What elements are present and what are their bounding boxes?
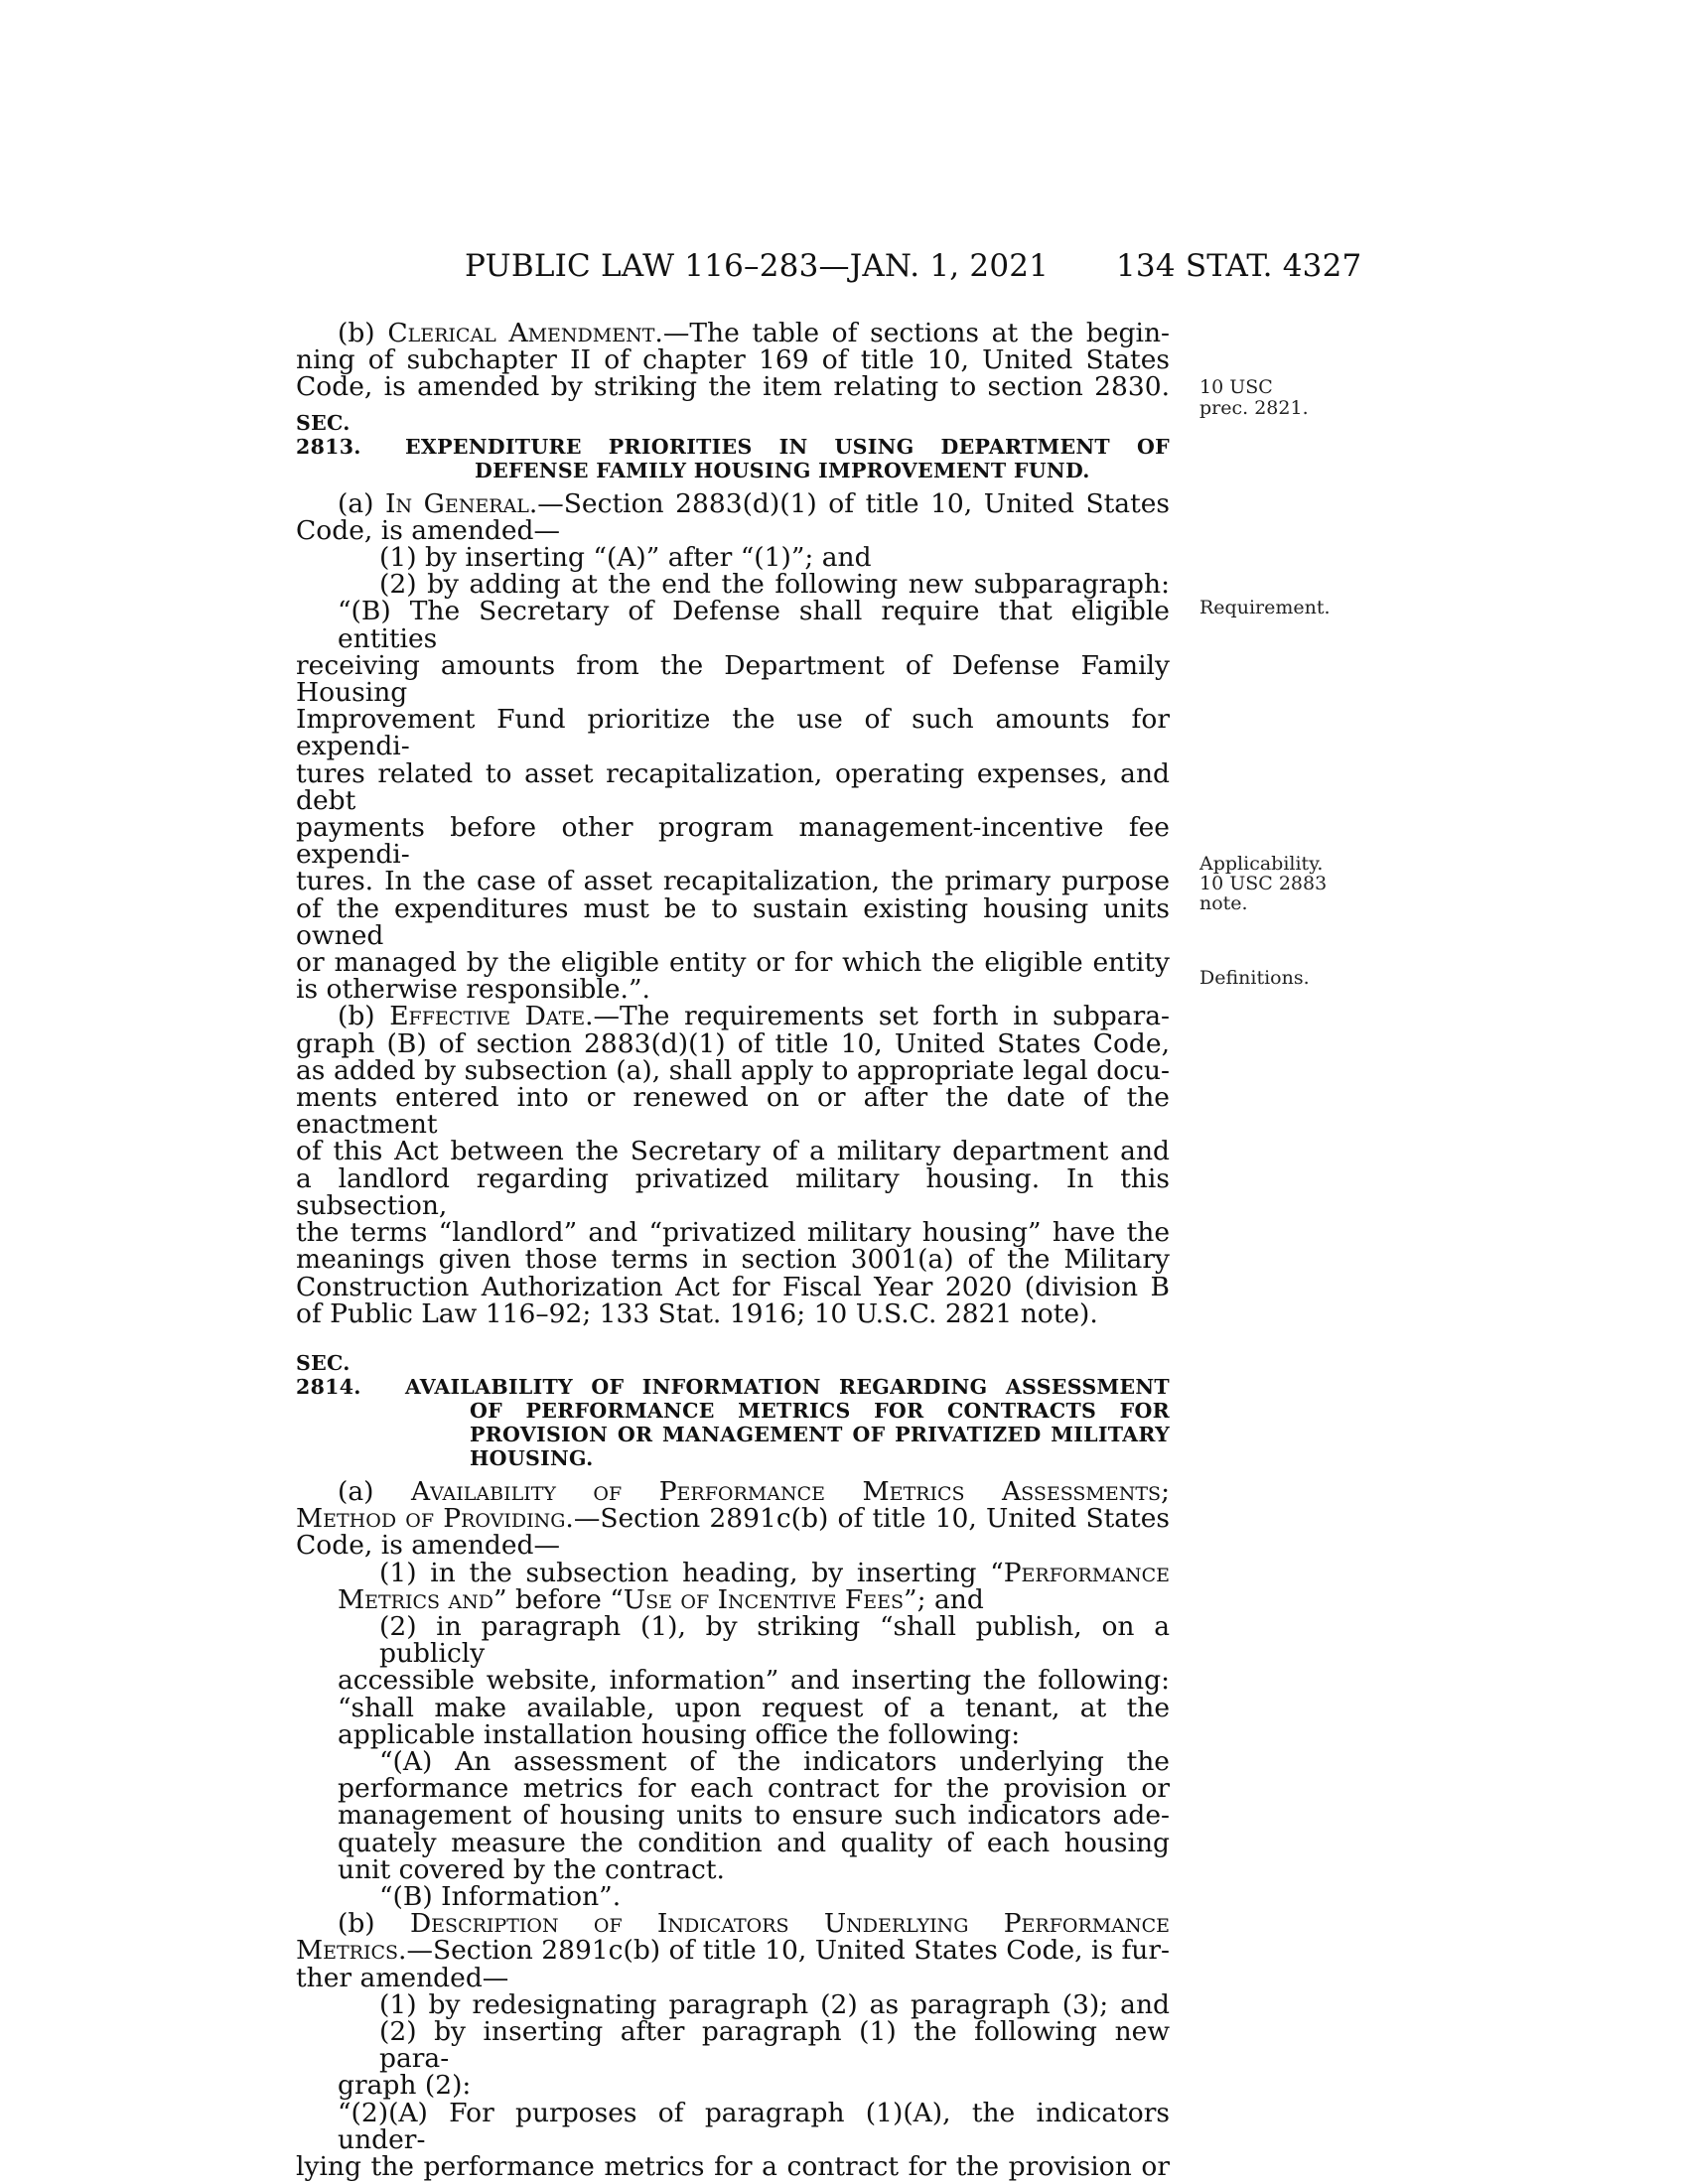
text-line [296, 1001, 1170, 1032]
text-run: (a) [338, 1475, 411, 1507]
text-line: accessible website, information” and inserting the following: [338, 1665, 1170, 1697]
text-line: applicable installation housing office the following: [338, 1718, 1021, 1750]
text-run: Use of Incentive Fees [623, 1583, 905, 1615]
text-line: “(2)(A) For purposes of paragraph (1)(A), the indicators under- [338, 2097, 1170, 2155]
text-line: (1) by inserting “(A)” after “(1)”; and [379, 542, 872, 574]
running-head-title: PUBLIC LAW 116–283—JAN. 1, 2021 [465, 248, 1050, 284]
text-run: Method of Providing [296, 1503, 566, 1535]
text-run: .—The table of sections at the begin- [654, 318, 1170, 348]
text-line: tures. In the case of asset recapitalization, the primary purpose [296, 866, 1170, 897]
margin-note-prec: prec. 2821. [1199, 397, 1309, 419]
text-line: graph (2): [338, 2070, 472, 2102]
text-line: ther amended— [296, 1962, 509, 1993]
text-line: PROVISION OR MANAGEMENT OF PRIVATIZED MILITARY [470, 1422, 1170, 1446]
text-line: Improvement Fund prioritize the use of such amounts for expendi- [296, 704, 1170, 762]
text-run: In General [385, 487, 529, 519]
text-line: is otherwise responsible.”. [296, 974, 650, 1006]
text-line: as added by subsection (a), shall apply to appropriate legal docu- [296, 1054, 1170, 1086]
text-run: .—Section 2891c(b) of title 10, United States Code, is fur- [398, 1935, 1170, 1967]
text-run: SEC. 2813. [296, 410, 361, 459]
text-run: ”; and [904, 1583, 984, 1615]
text-line: graph (B) of section 2883(d)(1) of title 10, United States Code, [296, 1027, 1170, 1059]
text-run: Description of Indicators Underlying Performance [409, 1908, 1170, 1940]
text-line: Construction Authorization Act for Fiscal Year 2020 (division B [296, 1271, 1170, 1302]
text-line [296, 1583, 1170, 1615]
margin-note-requirement: Requirement. [1199, 597, 1331, 618]
text-run: Performance [1003, 1557, 1170, 1588]
text-run: Clerical Amendment [387, 318, 655, 348]
in-general-paragraph [296, 487, 1170, 1006]
text-line: quately measure the condition and quality of each housing [338, 1827, 1170, 1858]
text-line: “(B) Information”. [379, 1880, 622, 1912]
effective-date-paragraph [296, 1001, 1170, 1329]
text-line: OF PERFORMANCE METRICS FOR CONTRACTS FOR [470, 1398, 1170, 1423]
text-run: (b) [338, 1908, 410, 1940]
text-line: meanings given those terms in section 3001(a) of the Military [296, 1244, 1170, 1276]
text-line: or managed by the eligible entity or for which the eligible entity [296, 947, 1170, 979]
text-line: (2) by adding at the end the following new subparagraph: [379, 569, 1170, 601]
margin-note-note: note. [1199, 892, 1248, 914]
margin-note-definitions: Definitions. [1199, 967, 1310, 989]
text-line: DEFENSE FAMILY HOUSING IMPROVEMENT FUND. [475, 458, 1090, 482]
text-run: SEC. 2814. [296, 1350, 361, 1399]
text-line [296, 487, 1170, 519]
text-line: a landlord regarding privatized military housing. In this subsection, [296, 1162, 1170, 1221]
text-line: Code, is amended— [296, 514, 561, 546]
text-run: ” before “ [493, 1583, 624, 1615]
text-line: of this Act between the Secretary of a military department and [296, 1136, 1170, 1167]
text-line: Code, is amended by striking the item relating to section 2830. [296, 371, 1170, 403]
margin-note-usc-2883: 10 USC 2883 [1199, 873, 1328, 894]
text-line [296, 320, 1170, 346]
text-line: “(B) The Secretary of Defense shall require that eligible entities [338, 596, 1170, 654]
text-line: management of housing units to ensure such indicators ade- [338, 1800, 1170, 1832]
text-run: Metrics and [338, 1583, 494, 1615]
text-line: (1) by redesignating paragraph (2) as paragraph (3); and [379, 1988, 1170, 2020]
document-body [296, 320, 1170, 2180]
text-run: (a) [338, 487, 386, 519]
text-line: lying the performance metrics for a contract for the provision or [296, 2150, 1170, 2182]
text-line [296, 1908, 1170, 1940]
text-line [296, 1557, 1170, 1588]
running-head-page: 134 STAT. 4327 [1116, 248, 1362, 284]
section-2813-heading [296, 411, 1170, 482]
text-line [296, 1351, 1170, 1399]
text-line: Code, is amended— [296, 1530, 561, 1562]
text-line: receiving amounts from the Department of Defense Family Housing [296, 649, 1170, 709]
text-line: of Public Law 116–92; 133 Stat. 1916; 10 U.S.C. 2821 note). [296, 1297, 1098, 1329]
text-line: ning of subchapter II of chapter 169 of title 10, United States [296, 344, 1170, 376]
text-run: .—Section 2883(d)(1) of title 10, United States [528, 487, 1170, 519]
text-line: ments entered into or renewed on or after the date of the enactment [296, 1082, 1170, 1141]
clerical-amendment-paragraph [296, 320, 1170, 401]
text-line [296, 411, 1170, 459]
text-line: “(A) An assessment of the indicators underlying the [379, 1745, 1170, 1777]
text-line: “shall make available, upon request of a tenant, at the [338, 1692, 1170, 1723]
text-run: Availability of Performance Metrics Assessments; [410, 1475, 1170, 1507]
text-line: performance metrics for each contract for the provision or [338, 1773, 1170, 1805]
section-2814-heading [296, 1351, 1170, 1470]
text-run: AVAILABILITY OF INFORMATION REGARDING ASSESSMENT [405, 1374, 1170, 1399]
text-run: Metrics [296, 1935, 399, 1967]
text-line: tures related to asset recapitalization, operating expenses, and debt [296, 757, 1170, 816]
text-line [296, 1503, 1170, 1535]
margin-note-applicability: Applicability. [1199, 853, 1324, 875]
text-run: Effective Date [389, 1001, 586, 1032]
text-run: (b) [338, 1001, 390, 1032]
text-run: (b) [338, 318, 388, 348]
margin-note-usc: 10 USC [1199, 376, 1273, 398]
text-line: HOUSING. [470, 1445, 594, 1470]
text-line [296, 1935, 1170, 1967]
text-run: (1) in the subsection heading, by inserting “ [379, 1557, 1004, 1588]
text-line: payments before other program management-incentive fee expendi- [296, 812, 1170, 871]
description-paragraph [296, 1910, 1170, 2180]
text-line: the terms “landlord” and “privatized military housing” have the [296, 1217, 1170, 1249]
text-line [296, 1475, 1170, 1507]
text-run: .—The requirements set forth in subpara- [585, 1001, 1170, 1032]
text-line: unit covered by the contract. [338, 1853, 725, 1885]
text-line: (2) in paragraph (1), by striking “shall publish, on a publicly [379, 1610, 1170, 1670]
text-line: of the expenditures must be to sustain existing housing units owned [296, 892, 1170, 951]
text-line: (2) by inserting after paragraph (1) the following new para- [379, 2015, 1170, 2075]
availability-paragraph [296, 1475, 1170, 1912]
text-run: EXPENDITURE PRIORITIES IN USING DEPARTMENT OF [405, 434, 1170, 459]
text-run: .—Section 2891c(b) of title 10, United States [565, 1503, 1170, 1535]
